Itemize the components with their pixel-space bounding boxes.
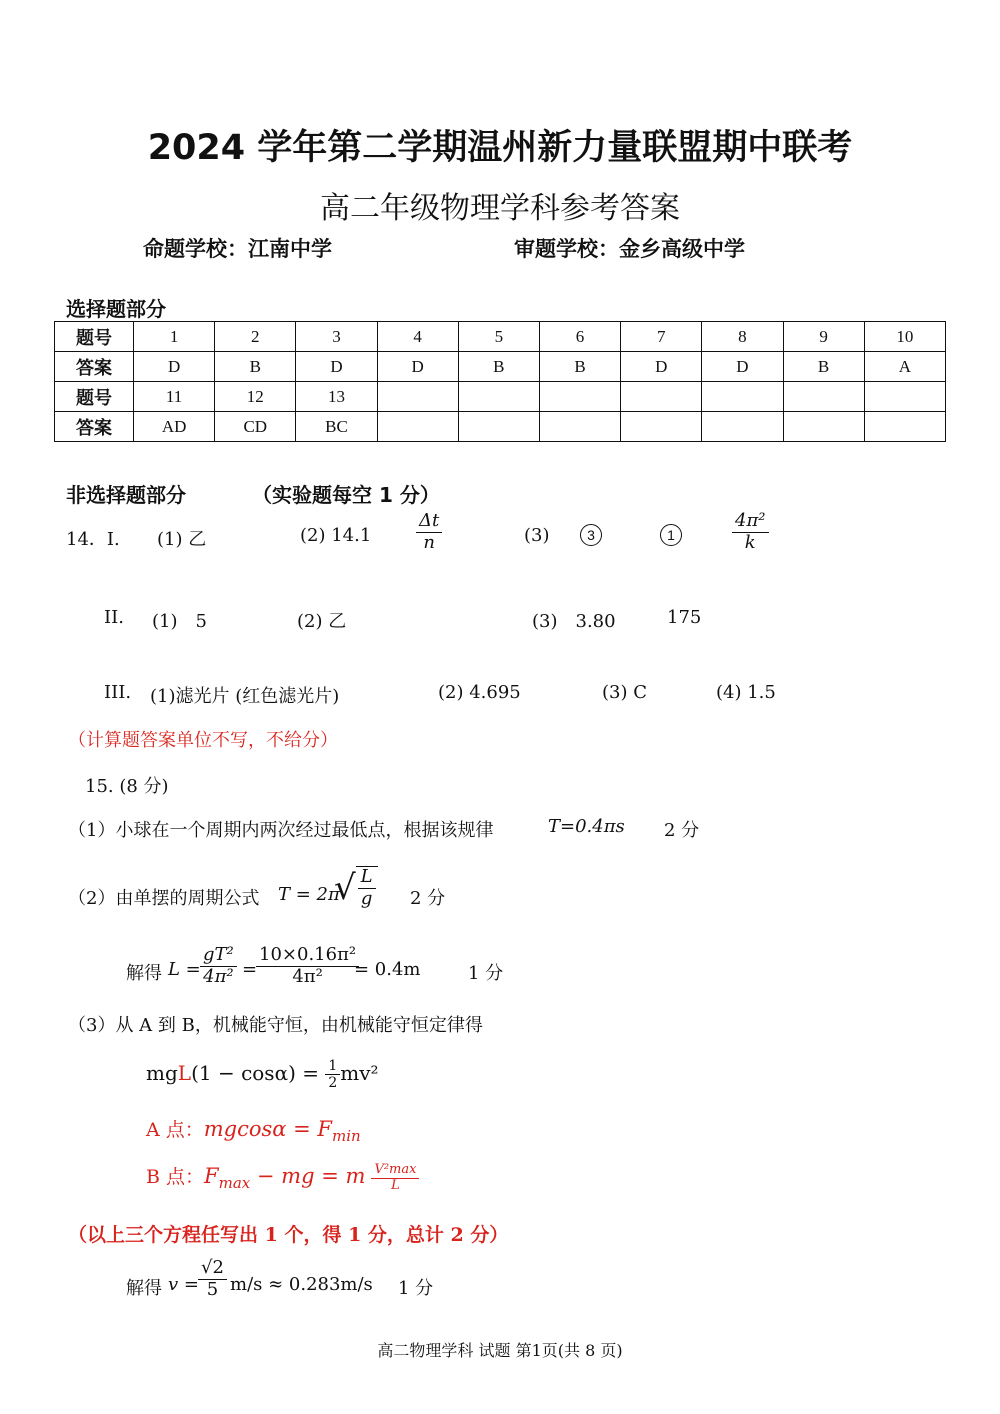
answer-cell bbox=[864, 412, 945, 442]
answer-cell bbox=[621, 412, 702, 442]
eq-a-sub: min bbox=[332, 1126, 361, 1145]
frac-num: 10×0.16π² bbox=[256, 945, 359, 967]
q14-iii-1: (1)滤光片 (红色滤光片) bbox=[150, 686, 340, 707]
question-number-cell: 7 bbox=[621, 322, 702, 352]
eq-b-body: − mg = m bbox=[250, 1164, 366, 1188]
q14-i-3: (3) bbox=[524, 525, 550, 546]
table-row-answer bbox=[55, 412, 946, 442]
eq-b-f: F bbox=[204, 1164, 219, 1188]
answer-cell: A bbox=[864, 352, 945, 382]
q15-s3-score: 1 分 bbox=[468, 963, 504, 984]
final-prefix: 解得 bbox=[126, 1278, 162, 1299]
frac-den: 2 bbox=[328, 1075, 338, 1092]
q15-s2: （2）由单摆的周期公式 bbox=[68, 888, 260, 909]
q15-s3-L: L = bbox=[168, 959, 201, 980]
answer-cell: B bbox=[458, 352, 539, 382]
eq-b-sub: max bbox=[218, 1173, 251, 1192]
frac-den: g bbox=[360, 887, 373, 909]
q15-s3-eq: = bbox=[242, 959, 258, 980]
answer-cell: BC bbox=[296, 412, 377, 442]
q14-i-1: (1) 乙 bbox=[157, 529, 207, 550]
eq-L: L bbox=[177, 1061, 192, 1086]
frac-num: 4π² bbox=[732, 511, 769, 533]
q15-s3-result: = 0.4m bbox=[354, 959, 421, 980]
question-number-cell bbox=[458, 382, 539, 412]
q15-label: 15. (8 分) bbox=[85, 776, 169, 797]
circled-3-text: 3 bbox=[580, 524, 602, 546]
q14-ii-3: (3) 3.80 bbox=[532, 611, 616, 632]
frac-num: L bbox=[358, 867, 376, 889]
answer-cell: D bbox=[377, 352, 458, 382]
score-note: （以上三个方程任写出 1 个，得 1 分，总计 2 分） bbox=[68, 1224, 509, 1246]
q15-s3-frac1 bbox=[200, 945, 237, 987]
frac-den: n bbox=[423, 531, 435, 553]
q15-s1: （1）小球在一个周期内两次经过最低点，根据该规律 bbox=[68, 820, 494, 841]
question-number-cell bbox=[377, 382, 458, 412]
q14-ii-label: II. bbox=[104, 607, 124, 628]
sqrt-L-over-g bbox=[334, 866, 378, 909]
answer-cell: D bbox=[621, 352, 702, 382]
frac-den: L bbox=[391, 1177, 400, 1193]
question-number-cell: 3 bbox=[296, 322, 377, 352]
frac-den: 5 bbox=[206, 1278, 219, 1300]
eq-a-body: mgcosα = F bbox=[203, 1117, 333, 1141]
question-number-cell bbox=[702, 382, 783, 412]
circled-3 bbox=[580, 524, 602, 546]
eq-b-label: B 点： bbox=[146, 1166, 205, 1188]
answer-table bbox=[54, 321, 946, 442]
question-number-cell: 9 bbox=[783, 322, 864, 352]
table-row-question bbox=[55, 322, 946, 352]
question-number-cell: 8 bbox=[702, 322, 783, 352]
question-number-cell: 13 bbox=[296, 382, 377, 412]
q15-s4: （3）从 A 到 B，机械能守恒，由机械能守恒定律得 bbox=[68, 1015, 483, 1036]
frac-num: √2 bbox=[198, 1258, 227, 1280]
question-number-cell bbox=[864, 382, 945, 412]
frac-den: 4π² bbox=[203, 965, 234, 987]
answer-cell: AD bbox=[134, 412, 215, 442]
circled-1-text: 1 bbox=[660, 524, 682, 546]
table-row-question bbox=[55, 382, 946, 412]
calc-note: （计算题答案单位不写，不给分） bbox=[68, 730, 338, 751]
answer-cell: D bbox=[134, 352, 215, 382]
question-number-cell bbox=[621, 382, 702, 412]
q14-iii-4: (4) 1.5 bbox=[716, 682, 776, 703]
eq-energy bbox=[146, 1058, 379, 1091]
eq-mv2: mv² bbox=[340, 1061, 379, 1086]
row-header: 题号 bbox=[55, 322, 134, 352]
question-number-cell: 5 bbox=[458, 322, 539, 352]
frac-den: k bbox=[744, 531, 756, 553]
page-subtitle: 高二年级物理学科参考答案 bbox=[320, 191, 680, 226]
question-number-cell: 1 bbox=[134, 322, 215, 352]
q15-s2-score: 2 分 bbox=[410, 888, 446, 909]
answer-cell bbox=[539, 412, 620, 442]
q14-ii-1: (1) 5 bbox=[152, 611, 207, 632]
question-number-cell: 4 bbox=[377, 322, 458, 352]
answer-cell bbox=[783, 412, 864, 442]
eq-mg: mg bbox=[146, 1061, 178, 1086]
q15-s1-eq: T=0.4πs bbox=[548, 816, 625, 837]
q14-ii-3b: 175 bbox=[667, 607, 702, 628]
q14-i-3-fraction bbox=[732, 511, 769, 553]
frac-num: gT² bbox=[200, 945, 237, 967]
circled-1 bbox=[660, 524, 682, 546]
radical-sign: √ bbox=[334, 868, 356, 909]
row-header: 答案 bbox=[55, 412, 134, 442]
q14-iii-label: III. bbox=[104, 682, 132, 703]
answer-cell: D bbox=[702, 352, 783, 382]
row-header: 题号 bbox=[55, 382, 134, 412]
frac-num: V²max bbox=[371, 1163, 419, 1179]
row-header: 答案 bbox=[55, 352, 134, 382]
table-row-answer bbox=[55, 352, 946, 382]
question-number-cell: 12 bbox=[215, 382, 296, 412]
q14-ii-2: (2) 乙 bbox=[297, 611, 347, 632]
answer-cell: B bbox=[783, 352, 864, 382]
q14-iii-2: (2) 4.695 bbox=[438, 682, 521, 703]
review-school: 审题学校：金乡高级中学 bbox=[514, 237, 745, 261]
mc-heading: 选择题部分 bbox=[66, 297, 166, 321]
q14-label: 14．I. bbox=[66, 529, 120, 550]
nonmc-heading: 非选择题部分 bbox=[66, 483, 186, 507]
page-title: 2024 学年第二学期温州新力量联盟期中联考 bbox=[147, 128, 853, 168]
question-number-cell: 2 bbox=[215, 322, 296, 352]
eq-point-a bbox=[146, 1115, 361, 1145]
q15-s3-frac2 bbox=[256, 945, 359, 987]
q15-s3-prefix: 解得 bbox=[126, 963, 162, 984]
eq-part: (1 − cosα) = bbox=[191, 1061, 319, 1086]
question-number-cell bbox=[539, 382, 620, 412]
answer-cell bbox=[702, 412, 783, 442]
answer-cell: B bbox=[215, 352, 296, 382]
q14-iii-3: (3) C bbox=[602, 682, 647, 703]
q14-i-2: (2) 14.1 bbox=[300, 525, 372, 546]
frac-num: 1 bbox=[325, 1058, 340, 1075]
question-number-cell: 11 bbox=[134, 382, 215, 412]
q14-i-2-fraction bbox=[416, 511, 442, 553]
frac-den: 4π² bbox=[292, 965, 323, 987]
frac-num: Δt bbox=[416, 511, 442, 533]
page-footer: 高二物理学科 试题 第1页(共 8 页) bbox=[377, 1341, 623, 1360]
answer-cell bbox=[458, 412, 539, 442]
answer-cell: B bbox=[539, 352, 620, 382]
final-result: m/s ≈ 0.283m/s bbox=[230, 1274, 373, 1295]
author-school: 命题学校：江南中学 bbox=[143, 237, 332, 261]
final-score: 1 分 bbox=[398, 1278, 434, 1299]
final-v: v = bbox=[168, 1274, 199, 1295]
answer-cell: CD bbox=[215, 412, 296, 442]
question-number-cell bbox=[783, 382, 864, 412]
nonmc-note: （实验题每空 1 分） bbox=[252, 483, 440, 507]
answer-cell: D bbox=[296, 352, 377, 382]
question-number-cell: 6 bbox=[539, 322, 620, 352]
question-number-cell: 10 bbox=[864, 322, 945, 352]
final-fraction bbox=[198, 1258, 227, 1300]
q15-s1-score: 2 分 bbox=[664, 820, 700, 841]
eq-a-label: A 点： bbox=[146, 1119, 204, 1141]
q15-s2-eq: T = 2π bbox=[278, 884, 340, 905]
answer-cell bbox=[377, 412, 458, 442]
eq-point-b bbox=[146, 1162, 419, 1193]
